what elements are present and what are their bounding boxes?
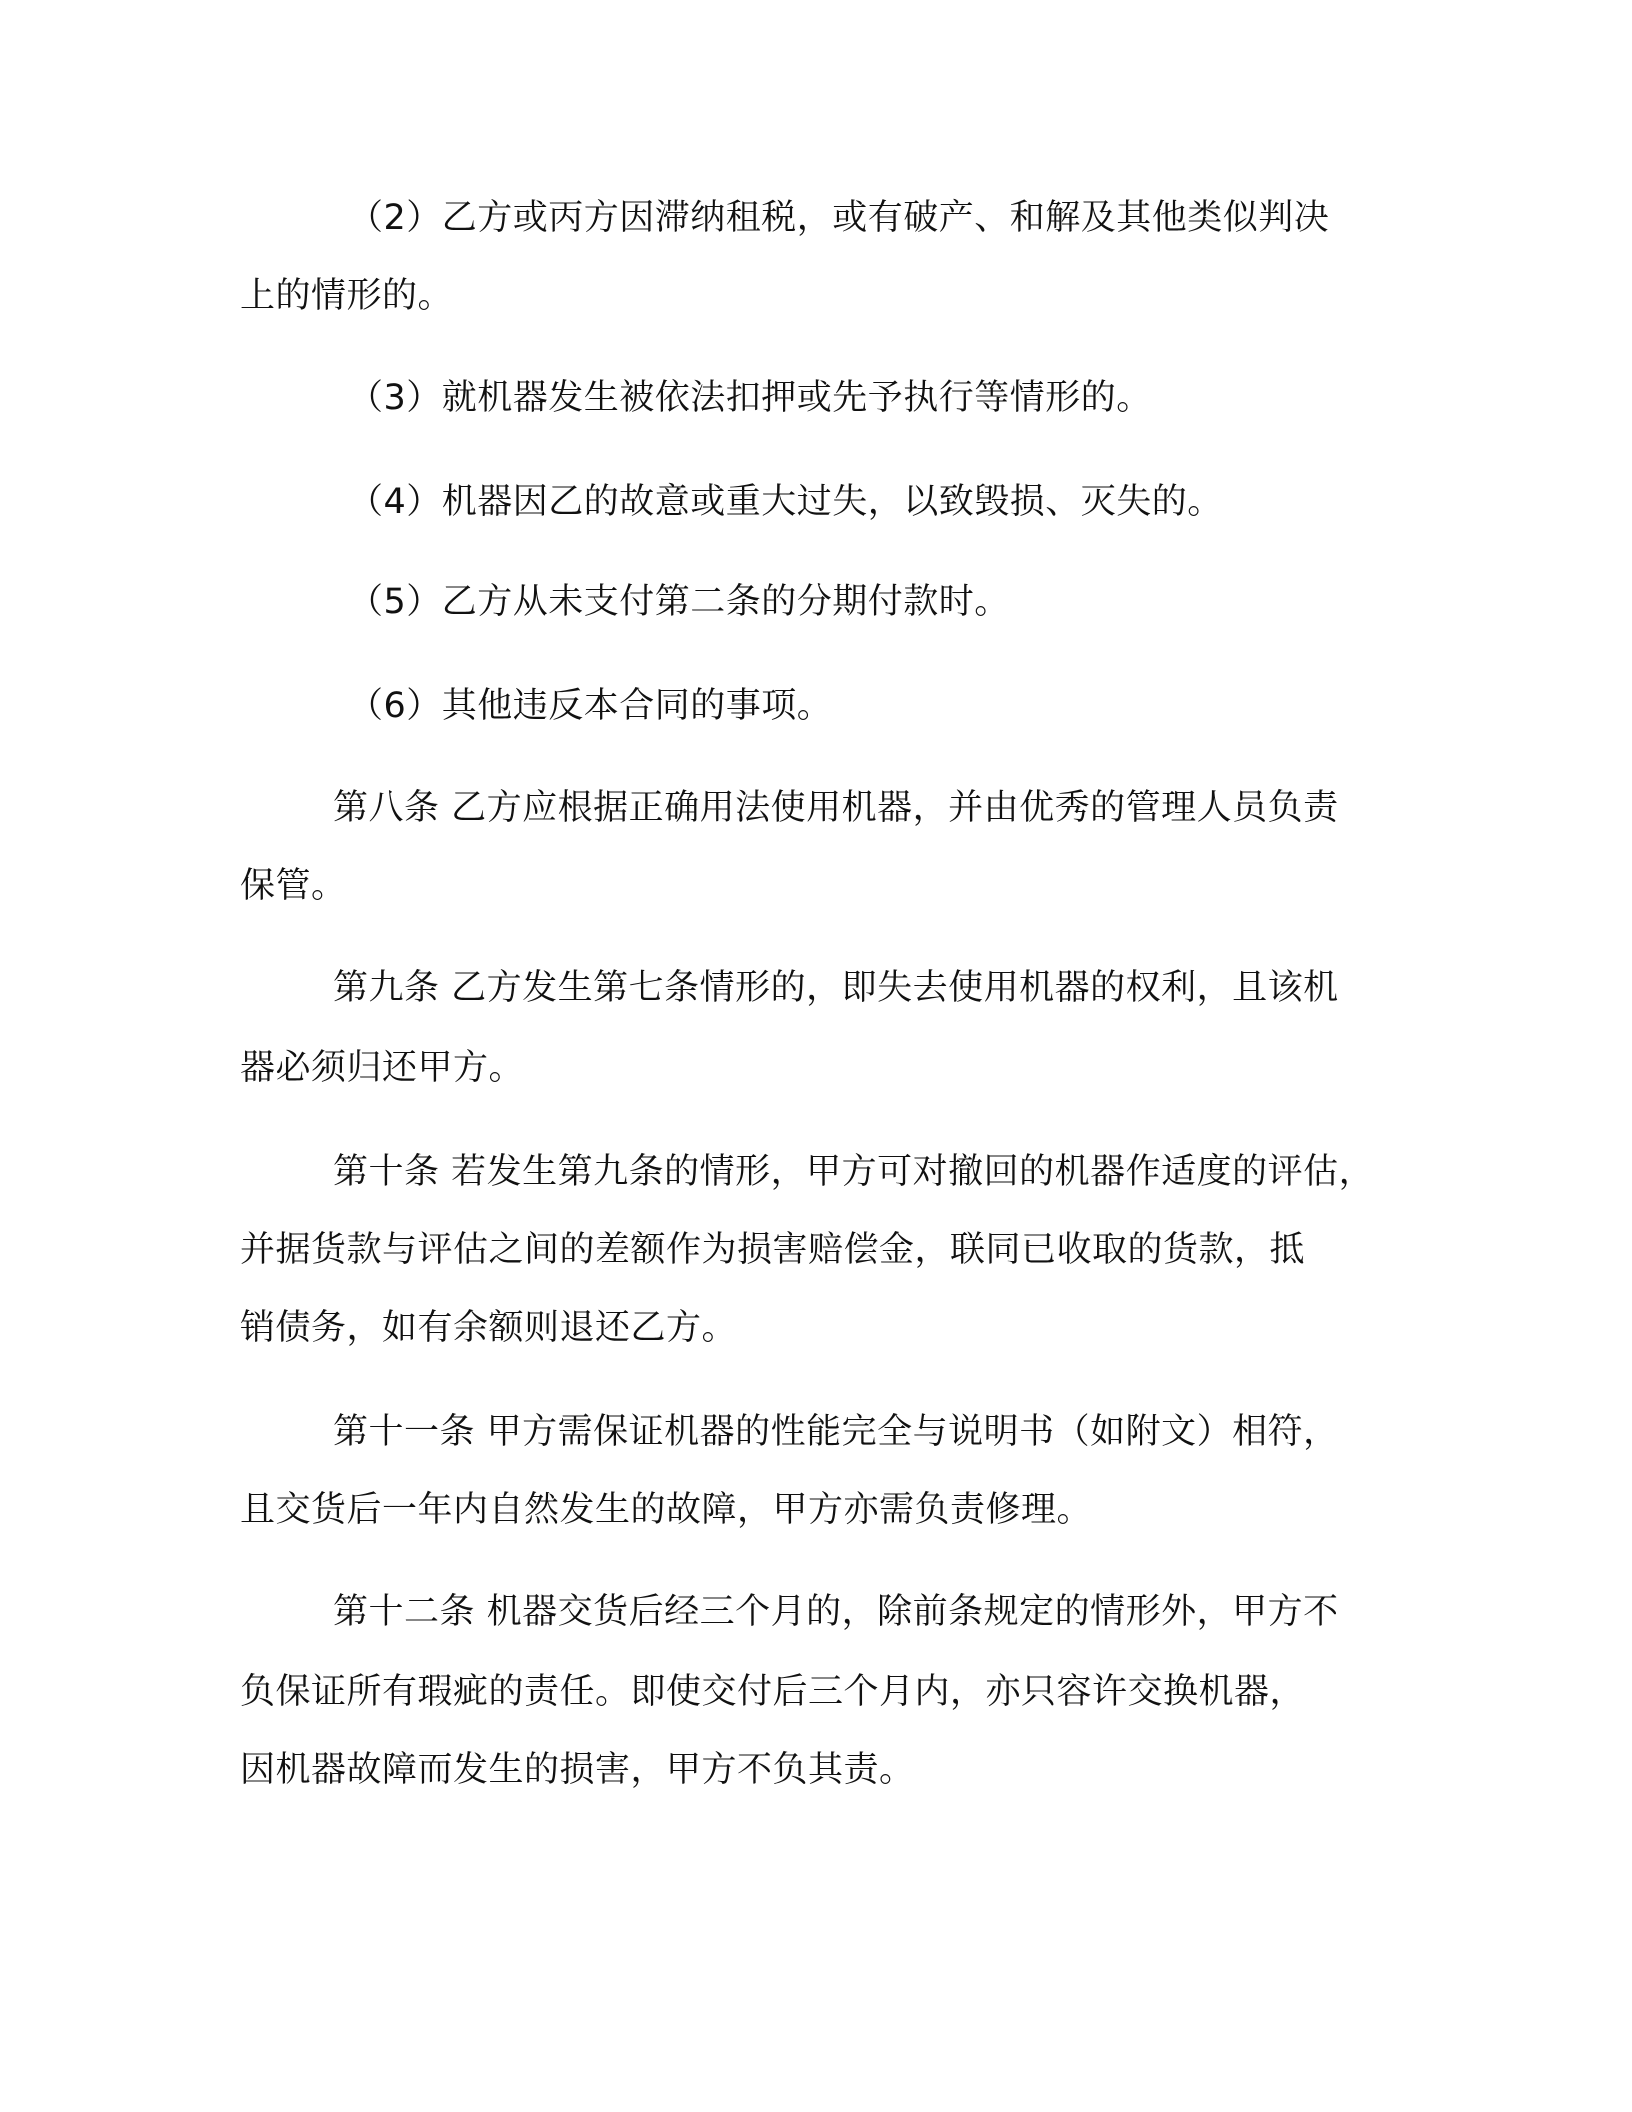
item-3: （3）就机器发生被依法扣押或先予执行等情形的。 xyxy=(348,378,1152,418)
item-6: （6）其他违反本合同的事项。 xyxy=(348,686,833,726)
article-10-line-2: 并据货款与评估之间的差额作为损害赔偿金，联同已收取的货款，抵 xyxy=(240,1230,1306,1270)
article-8-line-1: 第八条 乙方应根据正确用法使用机器，并由优秀的管理人员负责 xyxy=(333,788,1339,828)
article-11-line-1: 第十一条 甲方需保证机器的性能完全与说明书（如附文）相符， xyxy=(333,1412,1339,1452)
item-2-line-1: （2）乙方或丙方因滞纳租税，或有破产、和解及其他类似判决 xyxy=(348,198,1330,238)
article-11-line-2: 且交货后一年内自然发生的故障，甲方亦需负责修理。 xyxy=(240,1490,1093,1530)
article-12-line-2: 负保证所有瑕疵的责任。即使交付后三个月内，亦只容许交换机器， xyxy=(240,1672,1306,1712)
article-12-line-3: 因机器故障而发生的损害，甲方不负其责。 xyxy=(240,1750,915,1790)
item-4: （4）机器因乙的故意或重大过失，以致毁损、灭失的。 xyxy=(348,482,1223,522)
article-9-line-2: 器必须归还甲方。 xyxy=(240,1048,525,1088)
article-8-line-2: 保管。 xyxy=(240,866,347,906)
article-9-line-1: 第九条 乙方发生第七条情形的，即失去使用机器的权利，且该机 xyxy=(333,968,1339,1008)
article-12-line-1: 第十二条 机器交货后经三个月的，除前条规定的情形外，甲方不 xyxy=(333,1592,1339,1632)
item-2-line-2: 上的情形的。 xyxy=(240,276,454,316)
article-10-line-3: 销债务，如有余额则退还乙方。 xyxy=(240,1308,738,1348)
item-5: （5）乙方从未支付第二条的分期付款时。 xyxy=(348,582,1010,622)
article-10-line-1: 第十条 若发生第九条的情形，甲方可对撤回的机器作适度的评估， xyxy=(333,1152,1375,1192)
